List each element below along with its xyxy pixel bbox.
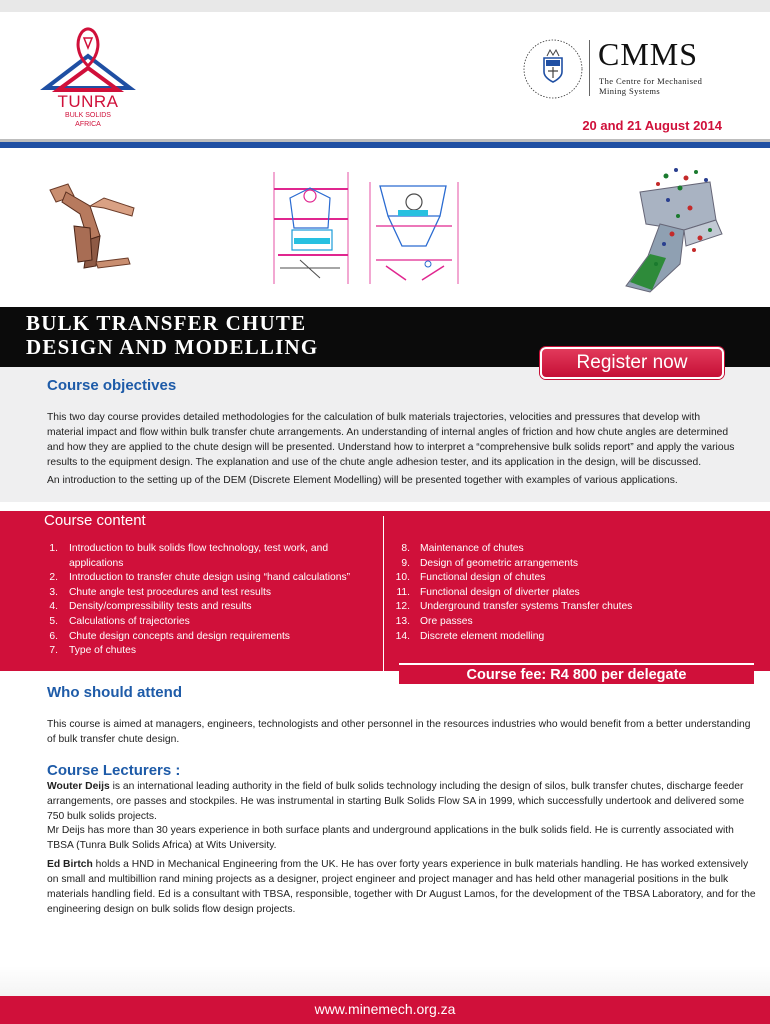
cmms-divider — [589, 40, 590, 96]
objectives-line: material impact and flow within bulk transfer chute arrangements. An understanding of internal angles of friction and how chute angles are determined — [47, 427, 729, 438]
tunra-emblem-icon — [38, 26, 138, 96]
objectives-dem-line: An introduction to the setting up of the DEM (Discrete Element Modelling) will be presented together with examples of various applications. — [47, 475, 678, 486]
item-number: 11. — [396, 586, 410, 598]
tunra-subtitle: BULK SOLIDS — [65, 112, 111, 119]
top-band — [0, 0, 770, 12]
item-text: Underground transfer systems Transfer chutes — [420, 601, 633, 613]
item-text: Functional design of diverter plates — [420, 586, 580, 598]
lecturer-name: Ed Birtch — [47, 859, 93, 870]
objectives-heading: Course objectives — [47, 377, 177, 394]
lecturer-bio-text: is an international leading authority in the field of bulk solids technology including the design of silos, bulk transfer chutes, discharge feeder — [109, 781, 744, 792]
wits-seal-icon — [522, 38, 584, 100]
item-text: Chute design concepts and design requirements — [69, 630, 290, 642]
chute-layout-drawing-2 — [366, 176, 462, 286]
item-number: 7. — [49, 645, 58, 657]
course-content-heading: Course content — [44, 512, 146, 529]
header-rule-blue — [0, 142, 770, 148]
item-number: 4. — [49, 601, 58, 613]
attend-line: This course is aimed at managers, engineers, technologists and other personnel in the resources industries who would benefit from a better understanding — [47, 719, 751, 730]
course-content-divider — [383, 516, 384, 671]
item-number: 6. — [49, 630, 58, 642]
register-now-button[interactable]: Register now — [540, 347, 724, 379]
tunra-name: TUNRA — [57, 92, 119, 111]
lecturer-bio-line: TBSA (Tunra Bulk Solids Africa) at Wits University. — [47, 840, 277, 851]
chute-layout-drawing-1 — [270, 168, 352, 286]
chute-3d-model-image — [44, 176, 144, 276]
lecturer-bio-line: engineering design on bulk solids flow design projects. — [47, 904, 296, 915]
lecturer-bio-text: holds a HND in Mechanical Engineering from the UK. He has over forty years experience in bulk materials handling. He has worked extensively — [92, 859, 749, 870]
item-text: Calculations of trajectories — [69, 616, 190, 627]
item-text: Discrete element modelling — [420, 630, 545, 642]
item-number: 12. — [395, 601, 410, 613]
item-text: Chute angle test procedures and test results — [69, 586, 272, 598]
lecturer-bio-line — [47, 779, 743, 794]
lecturer-bio-line: on small and multibillion rand mining projects as a designer, project engineer and project manager and has held other managerial positions in the bulk — [47, 874, 729, 885]
tunra-subtitle: AFRICA — [75, 121, 101, 128]
cmms-subtitle: The Centre for Mechanised — [599, 76, 703, 86]
item-number: 8. — [401, 543, 410, 554]
lecturer-bio-line: Mr Deijs has more than 30 years experience in both surface plants and underground applications in the bulk solids field. He is currently associated with — [47, 825, 734, 836]
course-title-line-2: DESIGN AND MODELLING — [26, 335, 319, 359]
item-text: Ore passes — [420, 616, 473, 627]
item-text: Design of geometric arrangements — [420, 557, 578, 569]
dem-simulation-image — [620, 164, 732, 294]
website-link[interactable]: www.minemech.org.za — [314, 1001, 456, 1017]
objectives-line: results to the equipment design. The explanation and use of the chute angle adhesion tester, and its application in the design, will be discussed. — [47, 457, 702, 468]
lecturer-name: Wouter Deijs — [47, 781, 110, 792]
item-text: Introduction to bulk solids flow technology, test work, and — [69, 543, 329, 554]
footer-fade — [0, 966, 770, 996]
attend-line: of bulk transfer chute design. — [47, 734, 180, 745]
course-title-line-1: BULK TRANSFER CHUTE — [26, 311, 307, 335]
lecturer-bio-line: materials handling field. Ed is a consultant with TBSA, responsible, together with Dr August Lamos, for the development of the TBSA Laboratory, and for the — [47, 889, 756, 900]
item-number: 2. — [49, 572, 58, 584]
item-number: 9. — [401, 557, 410, 569]
lecturer-bio-line — [47, 857, 748, 872]
item-text: Maintenance of chutes — [420, 543, 524, 554]
item-text: Functional design of chutes — [420, 572, 546, 584]
course-fee: Course fee: R4 800 per delegate — [399, 663, 754, 684]
item-text: Introduction to transfer chute design using “hand calculations” — [69, 572, 351, 584]
item-number: 5. — [49, 616, 58, 627]
item-text: Type of chutes — [69, 645, 136, 657]
item-number: 14. — [395, 630, 410, 642]
lecturer-bio-line: 750 bulk solids projects. — [47, 811, 157, 822]
objectives-line: This two day course provides detailed methodologies for the calculation of bulk materials trajectories, velocities and pressures that develop with — [47, 412, 701, 423]
item-number: 13. — [395, 616, 410, 627]
item-number: 10. — [395, 572, 410, 584]
cmms-subtitle: Mining Systems — [599, 86, 661, 96]
attend-heading: Who should attend — [47, 684, 182, 701]
chute-figures — [0, 160, 770, 300]
item-text: applications — [69, 557, 124, 569]
item-number: 1. — [49, 543, 58, 554]
cmms-title: CMMS — [598, 36, 699, 72]
item-text: Density/compressibility tests and results — [69, 601, 252, 613]
course-date: 20 and 21 August 2014 — [582, 118, 722, 133]
item-number: 3. — [49, 586, 58, 598]
lecturers-heading: Course Lecturers : — [47, 762, 181, 779]
lecturer-bio-line: arrangements, ore passes and stockpiles. He was instrumental in starting Bulk Solids Flow SA in 1999, which successfully undertook and delivered some — [47, 796, 745, 807]
tunra-logo — [38, 26, 138, 132]
objectives-line: and how they are applied to the chute design will be presented. Understand how to interpret a “comprehensive bulk solids report” and apply the various — [47, 442, 735, 453]
